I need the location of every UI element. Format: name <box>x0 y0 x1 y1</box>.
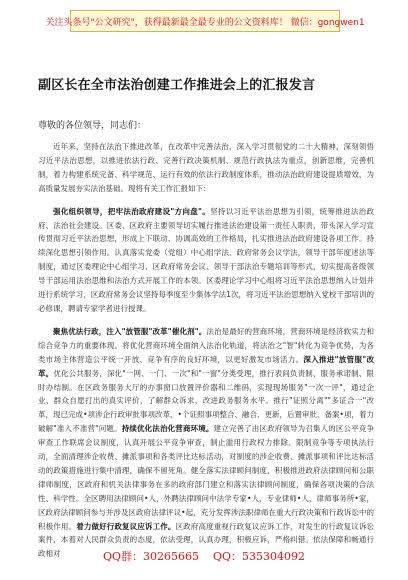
greeting: 尊敬的各位领导，同志们： <box>38 121 147 131</box>
paragraph-organization <box>38 205 374 316</box>
promo-banner-text: 关注头条号"公文研究"，获得最新最全最专业的公文资料库！ 微信：gongwen1 <box>45 17 365 28</box>
section-heading-organization: 强化组织领导，把牢法治政府建设"方向盘"。 <box>53 206 211 216</box>
document-body <box>38 140 374 570</box>
footer-qq-group: QQ群：30265665 <box>102 550 199 563</box>
footer <box>0 546 408 566</box>
promo-banner <box>45 10 365 32</box>
subtext-reform: 优化公共服务，深化"一网、一门、一次"和"一窗"分类受理，推行表间负责制、服务承诺制、限时办结制。在区政务服务大厅的办事窗口放置评价器和二维码，实现现场服务"一次一评"，通过企业、群众自愿打出的真实评价，了解群众诉求，改进政务服务水平。推行"证照分离""多证合一"改革，现已完成•项涉企行政审批事项改革，•个证照事项整合、融合、更新，后置审批、备案•项，着力破解"准入不准营"问题。 <box>38 368 375 434</box>
footer-qq-number: QQ：535304092 <box>213 550 306 563</box>
subheading-reconsideration: 着力做好行政复议应诉工作。 <box>76 521 176 531</box>
paragraph-intro: 近年来，坚持在法治下推进改革，在改革中完善法治，深入学习贯彻党的二十大精神，深刻领悟习近平法治思想，以推进依法行政、完善行政决策机制、规范行政执法为重点，创新思维，完善机制，着力构建系统完备、科学规范、运行有效的依法行政制度体系，推动法治政府建设提质增效，为高质量发展夯实法治基础。现将有关工作汇报如下： <box>38 142 374 193</box>
subtext-reconsideration: 区政府高度重视行政复议应诉工作，对发生的行政复议诉讼案件，本着对人民群众负责的态度，依法受理，认真办理，积极应诉，严格纠错。依法保障和畅通行政相对 <box>38 521 375 559</box>
paragraph-administration <box>38 325 374 561</box>
document-title: 副区长在全市法治创建工作推进会上的汇报发言 <box>38 78 316 93</box>
subheading-reform: 深入推进"放管服"改革。 <box>38 354 374 378</box>
subtext-business-environment: 建立完善了由区政府领导为召集人的区公平竞争审查工作联席会议制度，认真开展公平竞争审查，制止滥用行政权力排除、限制竞争等专项执法行动，全面清理涉企收费、摊派事项和各类评比达标活动，对制度的涉企收费、摊派事项和评比达标活动的政策措施进行集中清理，确保不留死角。健全落实法律顾问制度，积极推进政府法律顾问和公职律师制度，区政府和机关法律事务在多的政府部门建立和落实法律顾问制度，确保各项决策的合法性、科学性。全区聘用法律顾问•人，外聘法律顾问中法学专家•人，专业律师•人，律师事务所•家，区政府法律顾问参与并涉及区政府法律评议•起，充分发挥涉法职律师在重大行政决策和行政诉讼中的积极作用。 <box>38 424 375 531</box>
section-text-organization: 坚持以习近平法治思想为引领，统筹推进法治政府、法治社会建设。区委、区政府主要领导切实履行推进法治建设第一责任人职责，带头深入学习宣传贯彻习近平法治思想，形成上下联动、协调高效的工作格局，扎实推进法治政府建设各项工作。持续深化思想引领作用。认真落实党委（党组）中心组学法、政府常务会议学法，领导干部年度述法等制度，通过区委理论中心组学习、区政府常务会议、领导干部法治专题培训等形式，切实提高各级领导干部运用法治思维和法治方式开展工作的本领。区委理论学习中心组将习近平法治思想纳入计划并进行系统学习，区政府常务会议坚持每季度至少集体学法1次，将习近平法治思想纳入党校干部培训的必修课，聘请专家学者进行授课。 <box>38 206 374 313</box>
subheading-business-environment: 持续优化法治化营商环境。 <box>121 424 214 434</box>
section-heading-administration: 聚焦优法行政，注入"放管服"改革"催化剂"。 <box>53 326 207 336</box>
section-text-administration: 法治是最好的营商环境，营商环境是经济软实力和综合竞争力的重要体现。将优化营商环境全面纳入法治化轨道，将法治之"智"转化为竞争优势，为各类市场主体营造公平统一开放、竞争有序的良好环境，以更好激发市场活力。 <box>38 326 374 364</box>
